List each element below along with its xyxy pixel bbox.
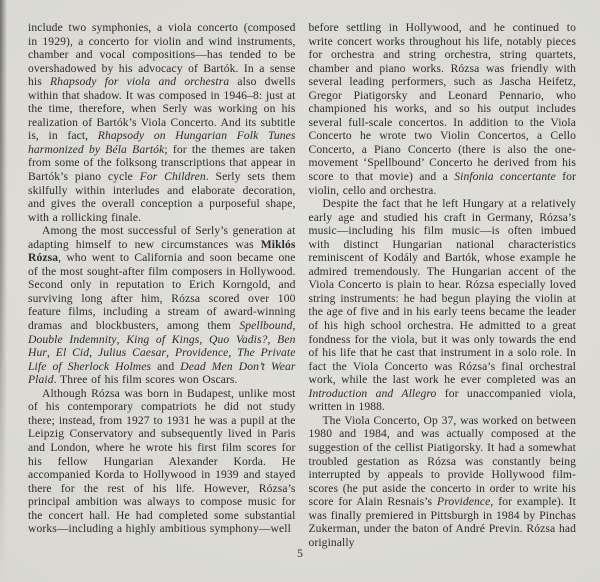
text-run: . Three of his film scores won Oscars. [53,373,238,387]
column-right [309,21,577,549]
paragraph [309,414,577,549]
paragraph [28,224,296,387]
text-run: Dead Men Don’t Wear Plaid [28,359,296,387]
text-run: Providence [174,346,229,360]
text-run: Introduction and Allegro [308,386,437,400]
text-run: , [166,346,175,360]
text-run: Providence [437,495,491,509]
text-run: , [228,346,238,360]
paragraph [28,21,296,224]
text-run: , [89,346,98,360]
page-number: 5 [297,548,303,560]
text-run: ; for the themes are taken from some of the folksong transcriptions that appear in Bartók’s piano cycle [28,142,296,184]
text-run: for violin, cello and orchestra. [308,170,577,197]
text-run: and [151,359,181,373]
text-run: , [46,346,56,360]
text-run: Double Indemnity [28,332,117,346]
text-run: Rhapsody on Hungarian Folk Tunes harmonized by Béla Bartók [28,129,296,156]
text-run: Despite the fact that he left Hungary at a relatively early age and studied his craft in Germany, Rózsa’s music—including his film music—is often imbued with distinct Hungarian national characteristics reminiscent of Kodály and Bartók, whose example he admired tremendously. The Hungarian accent of the Viola Concerto is plain to hear. Rózsa especially loved string instruments: he had begun playing the violin at the age of five and in his early teens became the leader of his high school orchestra. He admitted to a great fondness for the viola, but it was only towards the end of his life that he cast that instrument in a solo role. In fact the Viola Concerto was Rózsa’s final orchestral work, while the last work he ever completed was an [308,197,576,387]
text-run: Spellbound [239,319,293,333]
text-run: . Serly sets them skilfully within interludes and elaborate decoration, and gives the overall conception a purposeful shape, with a rollicking finale. [28,170,296,224]
text-run: , [292,319,296,333]
text-run: Although Rózsa was born in Budapest, unlike most of his contemporary compatriots he did not study there; instead, from 1927 to 1931 he was a pupil at the Leipzig Conservatory and subsequently lived in Paris and London, where he wrote his first film scores for his fellow Hungarian Alexander Korda. He accompanied Korda to Hollywood in 1939 and stayed there for the rest of his life. However, Rózsa’s principal ambition was always to compose music for the concert hall. He had completed some substantial works—including a highly ambitious symphony—well [28,386,296,536]
text-run: Miklós Rózsa [28,237,296,265]
text-run: The Viola Concerto, Op 37, was worked on between 1980 and 1984, and was actually composed at the suggestion of the cellist Piatigorsky. It had a somewhat troubled gestation as Rózsa was constantly being interrupted by appeals to provide Hollywood film-scores (he put aside the concerto in order to write his score for Alain Resnais’s [308,413,576,509]
text-run: before settling in Hollywood, and he continued to write concert works throughout his life, notably pieces for orchestra and string orchestra, string quartets, chamber and piano works. Rózsa was friendly with several leading performers, such as Jascha Heifetz, Gregor Piatigorsky and Leonard Pennario, who championed his works, and so his output includes several full-scale concertos. In addition to the Viola Concerto he wrote two Violin Concertos, a Cello Concerto, a Piano Concerto (there is also the one-movement ‘Spellbound’ Concerto he derived from his score to that movie) and a [308,21,576,184]
text-run: Ben Hur [28,332,296,360]
paragraph [309,21,577,197]
text-run: El Cid [55,346,90,360]
text-run: Rhapsody for viola and orchestra [49,75,230,89]
text-run: , [267,332,278,346]
text-run: also dwells within that shadow. It was composed in 1946–8: just at the time, therefore, when Serly was working on his realization of Bartók’s Viola Concerto. And its subtitle is, in fact, [28,75,296,143]
text-run: , for example). It was finally premiered in Pittsburgh in 1984 by Pinchas Zukerman, under the baton of André Previn. Rózsa had originally [308,495,576,549]
paragraph [309,197,577,414]
text-run: Quo Vadis? [209,332,268,346]
text-run: Among the most successful of Serly’s generation at adapting himself to new circumstances was [28,224,296,251]
column-left [28,21,296,549]
text-run: , who went to California and soon became one of the most sought-after film composers in Hollywood. Second only in reputation to Erich Korngold, and surviving long after him, Rózsa scored over 100 feature films, including a stream of award-winning dramas and blockbusters, among them [28,251,296,333]
paragraph [28,387,296,536]
text-run: For Children [139,170,206,184]
text-run: The Private Life of Sherlock Holmes [28,346,296,373]
text-run: King of Kings [126,332,200,346]
text-run: Julius Caesar [97,346,167,360]
text-run: Sinfonia concertante [454,170,556,184]
text-run: for unaccompanied viola, written in 1988. [308,386,576,414]
text-run: include two symphonies, a viola concerto (composed in 1929), a concerto for violin and wind instruments, chamber and vocal compositions—has tended to be overshadowed by his advocacy of Bartók. In a sense his [28,21,296,89]
text-run: , [116,332,127,346]
text-run: , [199,332,210,346]
